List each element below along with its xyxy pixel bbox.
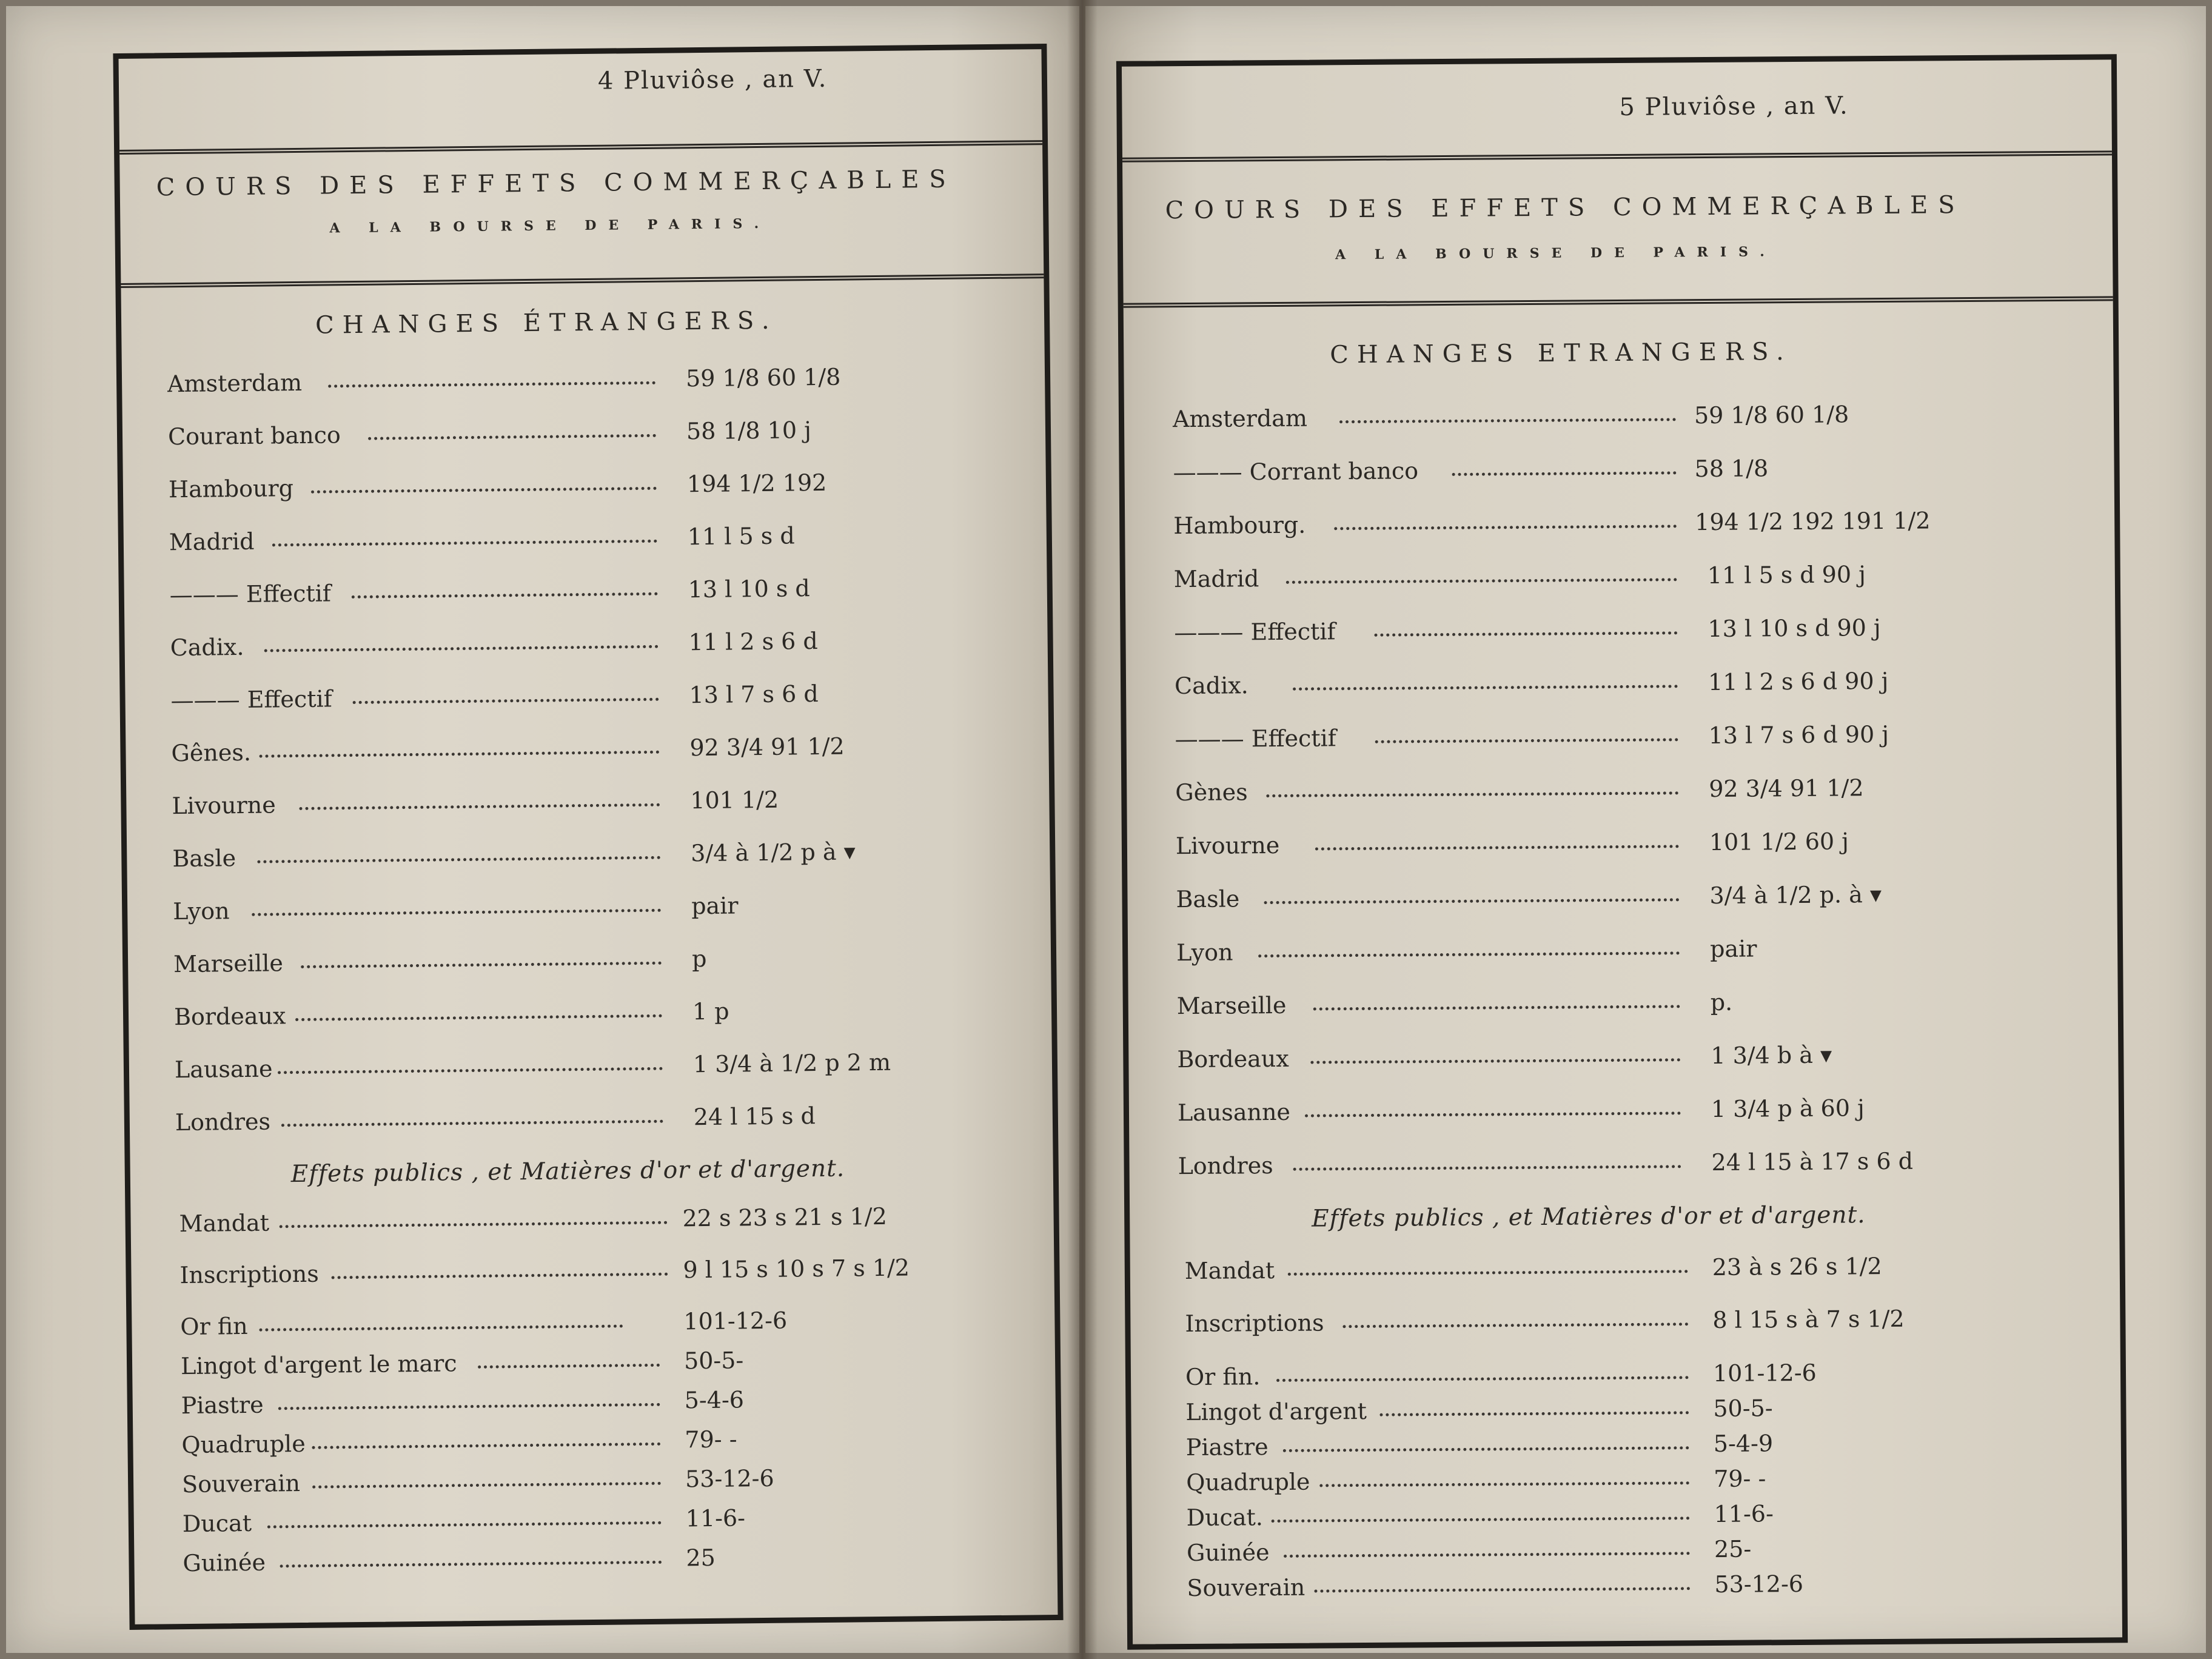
exchange-row (171, 732, 899, 773)
dot-leader (301, 962, 662, 968)
exchange-row (1173, 400, 1961, 438)
exchange-label: Gênes. (171, 739, 252, 767)
public-value: 101-12-6 (683, 1307, 788, 1335)
exchange-label: Basle (172, 845, 236, 873)
public-value: 79- - (685, 1426, 737, 1453)
exchange-row (1177, 987, 1965, 1025)
public-row (180, 1306, 908, 1347)
page-subtitle: A LA BOURSE DE PARIS. (329, 215, 771, 236)
exchange-row (170, 680, 898, 720)
dot-leader (1286, 578, 1677, 584)
dot-leader (1305, 1111, 1681, 1117)
exchange-label: Basle (1176, 885, 1240, 913)
exchange-row (175, 1049, 902, 1090)
public-value: 53-12-6 (1714, 1570, 1804, 1598)
dot-leader (1319, 1481, 1689, 1487)
public-effects-heading: Effets publics , et Matières d'or et d'argent. (290, 1155, 845, 1188)
exchange-row (1174, 614, 1962, 652)
public-label: Or fin. (1185, 1363, 1261, 1391)
dot-leader (278, 1403, 660, 1410)
public-label: Souverain (1187, 1574, 1305, 1602)
exchange-value: 59 1/8 60 1/8 (685, 363, 841, 392)
public-row (181, 1424, 909, 1465)
public-value: 50-5- (683, 1347, 744, 1375)
exchange-value: 13 l 7 s 6 d 90 j (1708, 720, 1889, 749)
dot-leader (259, 1324, 623, 1331)
exchange-row (173, 891, 900, 931)
dot-leader (1283, 1446, 1689, 1452)
exchange-value: 1 3/4 b à ▾ (1711, 1041, 1832, 1069)
public-value: 11-6- (685, 1504, 746, 1532)
dot-leader (272, 540, 657, 547)
book-gutter (1067, 0, 1098, 1659)
exchange-label: Hambourg. (1173, 511, 1306, 540)
dot-leader (328, 381, 655, 388)
exchange-value: 13 l 10 s d 90 j (1708, 614, 1881, 643)
exchange-row (1176, 880, 1964, 919)
dot-leader (1313, 1005, 1680, 1010)
dot-leader (1272, 1517, 1690, 1523)
public-label: Guinée (1186, 1539, 1270, 1567)
exchange-row (1177, 1041, 1965, 1079)
public-value: 5-4-6 (684, 1386, 745, 1414)
public-row (1185, 1393, 1974, 1432)
public-label: Guinée (183, 1549, 266, 1577)
exchange-row (175, 1102, 903, 1142)
exchange-value: 3/4 à 1/2 p à ▾ (691, 838, 856, 867)
exchange-value: p. (1710, 988, 1733, 1016)
public-row (183, 1543, 910, 1583)
exchange-row (1178, 1147, 1966, 1185)
exchange-row (1173, 507, 1962, 545)
exchange-label: Madrid (169, 528, 255, 556)
public-label: Lingot d'argent le marc (180, 1350, 457, 1380)
public-row (183, 1503, 910, 1544)
public-label: Quadruple (1186, 1468, 1310, 1496)
public-value: 8 l 15 s à 7 s 1/2 (1712, 1305, 1905, 1333)
dot-leader (267, 1521, 662, 1529)
dot-leader (280, 1221, 668, 1228)
header-rule (1122, 150, 2112, 162)
section-title: CHANGES ETRANGERS. (1330, 338, 1792, 369)
exchange-label: ——— Effectif (1175, 725, 1336, 753)
exchange-row (1176, 934, 1965, 972)
exchange-label: Cadix. (1174, 672, 1248, 700)
exchange-value: 59 1/8 60 1/8 (1694, 401, 1849, 429)
title-rule (121, 273, 1044, 288)
public-row (1187, 1569, 1975, 1607)
public-value: 53-12-6 (685, 1464, 774, 1493)
exchange-value: 24 l 15 à 17 s 6 d (1711, 1147, 1914, 1176)
exchange-label: Londres (1178, 1152, 1273, 1180)
public-label: Inscriptions (179, 1260, 319, 1289)
dot-leader (1284, 1552, 1690, 1558)
public-value: 9 l 15 s 10 s 7 s 1/2 (683, 1254, 910, 1284)
public-label: Piastre (181, 1391, 264, 1419)
exchange-row (173, 943, 901, 984)
dot-leader (280, 1561, 662, 1568)
exchange-row (1175, 720, 1963, 759)
exchange-value: 1 3/4 à 1/2 p 2 m (692, 1048, 891, 1078)
public-row (1185, 1305, 1973, 1343)
exchange-label: Lausane (174, 1055, 273, 1084)
exchange-label: ——— Effectif (170, 685, 332, 714)
public-value: 25- (1714, 1535, 1752, 1563)
dot-leader (1293, 685, 1678, 690)
exchange-value: 24 l 15 s d (693, 1102, 816, 1131)
dot-leader (311, 487, 657, 494)
exchange-row (172, 785, 899, 826)
public-label: Mandat (179, 1209, 270, 1238)
exchange-row (1178, 1094, 1966, 1132)
exchange-value: 13 l 10 s d (688, 575, 810, 603)
exchange-row (1175, 774, 1963, 812)
dot-leader (1334, 525, 1677, 530)
exchange-row (1175, 667, 1963, 705)
left-page-frame (113, 44, 1063, 1630)
dot-leader (1452, 471, 1677, 476)
exchange-label: Gènes (1175, 779, 1248, 806)
dot-leader (1258, 951, 1680, 957)
exchange-row (170, 574, 897, 615)
dot-leader (278, 1067, 663, 1074)
public-label: Ducat (182, 1509, 252, 1538)
dot-leader (299, 803, 660, 810)
public-label: Piastre (1185, 1433, 1269, 1461)
dot-leader (1379, 1411, 1689, 1416)
public-value: 11-6- (1714, 1500, 1774, 1527)
exchange-label: Livourne (172, 791, 276, 820)
exchange-value: 58 1/8 10 j (686, 417, 812, 445)
public-row (179, 1203, 907, 1244)
exchange-row (170, 627, 897, 668)
exchange-label: Bordeaux (173, 1002, 286, 1031)
public-value: 101-12-6 (1712, 1359, 1817, 1387)
dot-leader (353, 698, 659, 704)
exchange-label: Cadix. (170, 633, 244, 662)
dot-leader (368, 434, 656, 440)
exchange-value: 1 p (692, 997, 729, 1025)
exchange-label: Londres (175, 1108, 271, 1136)
exchange-value: 1 3/4 p à 60 j (1711, 1094, 1865, 1122)
right-page-frame (1116, 54, 2128, 1649)
exchange-row (169, 469, 896, 509)
exchange-row (1174, 560, 1962, 598)
dot-leader (1288, 1270, 1688, 1276)
exchange-label: Lausanne (1177, 1098, 1291, 1127)
public-value: 79- - (1714, 1465, 1766, 1492)
exchange-row (1173, 454, 1961, 492)
public-row (1186, 1429, 1974, 1467)
exchange-row (172, 838, 900, 879)
exchange-value: 58 1/8 (1694, 455, 1769, 483)
exchange-label: ——— Effectif (1174, 618, 1336, 646)
public-row (182, 1464, 910, 1504)
running-head: 4 Pluviôse , an V. (597, 64, 828, 95)
dot-leader (312, 1482, 661, 1489)
dot-leader (1310, 1058, 1680, 1064)
public-value: 23 à s 26 s 1/2 (1712, 1253, 1882, 1281)
exchange-value: 101 1/2 (690, 786, 779, 814)
title-rule (1124, 296, 2113, 307)
public-row (1185, 1358, 1974, 1396)
exchange-value: 194 1/2 192 191 1/2 (1695, 507, 1931, 536)
exchange-value: p (691, 945, 707, 973)
exchange-value: 92 3/4 91 1/2 (1709, 774, 1864, 802)
public-value: 5-4-9 (1713, 1430, 1774, 1457)
exchange-value: 101 1/2 60 j (1709, 828, 1849, 856)
exchange-label: Courant banco (167, 421, 341, 451)
section-title: CHANGES ÉTRANGERS. (315, 306, 778, 340)
dot-leader (312, 1443, 660, 1449)
dot-leader (1276, 1376, 1689, 1382)
dot-leader (1314, 1587, 1690, 1592)
exchange-value: pair (691, 892, 739, 920)
public-label: Inscriptions (1185, 1309, 1324, 1338)
page-title: COURS DES EFFETS COMMERÇABLES (156, 165, 957, 202)
public-value: 50-5- (1713, 1395, 1773, 1422)
exchange-row (1176, 827, 1964, 865)
dot-leader (252, 909, 661, 916)
exchange-value: 92 3/4 91 1/2 (689, 732, 845, 762)
exchange-row (167, 363, 895, 404)
public-row (179, 1254, 910, 1295)
public-label: Quadruple (181, 1430, 306, 1459)
exchange-value: 11 l 2 s 6 d (688, 628, 818, 656)
dot-leader (332, 1273, 668, 1279)
exchange-value: 11 l 5 s d 90 j (1707, 561, 1866, 589)
public-row (1186, 1499, 1974, 1537)
public-value: 25 (686, 1544, 716, 1572)
page-title: COURS DES EFFETS COMMERÇABLES (1165, 191, 1965, 225)
public-row (1185, 1252, 1973, 1290)
exchange-label: Marseille (173, 950, 284, 978)
public-effects-heading: Effets publics , et Matières d'or et d'argent. (1312, 1201, 1866, 1233)
exchange-label: Amsterdam (1172, 404, 1308, 433)
exchange-label: Lyon (1176, 939, 1233, 967)
dot-leader (1375, 738, 1678, 743)
dot-leader (1339, 418, 1676, 423)
dot-leader (257, 856, 660, 863)
exchange-value: pair (1709, 935, 1757, 962)
dot-leader (264, 645, 659, 652)
dot-leader (478, 1364, 660, 1369)
exchange-label: ——— Corrant banco (1173, 457, 1419, 486)
page-subtitle: A LA BOURSE DE PARIS. (1335, 244, 1777, 263)
exchange-label: Hambourg (168, 475, 294, 503)
exchange-label: Amsterdam (167, 369, 303, 398)
public-label: Or fin (180, 1312, 248, 1341)
public-label: Mandat (1184, 1257, 1275, 1285)
public-row (1186, 1464, 1974, 1502)
exchange-row (174, 996, 902, 1037)
dot-leader (281, 1120, 663, 1127)
exchange-value: 13 l 7 s 6 d (689, 680, 819, 709)
header-rule (119, 140, 1042, 155)
exchange-label: Livourne (1175, 831, 1280, 860)
public-row (181, 1346, 908, 1386)
public-row (181, 1385, 909, 1426)
dot-leader (1374, 631, 1677, 636)
dot-leader (352, 592, 658, 598)
exchange-value: 3/4 à 1/2 p. à ▾ (1709, 881, 1882, 909)
exchange-row (168, 416, 896, 457)
exchange-label: Madrid (1173, 565, 1259, 593)
dot-leader (1266, 791, 1678, 797)
exchange-row (169, 521, 897, 562)
exchange-label: Marseille (1176, 991, 1287, 1020)
public-row (1187, 1534, 1975, 1572)
exchange-label: Bordeaux (1177, 1045, 1289, 1073)
exchange-value: 194 1/2 192 (686, 469, 827, 498)
exchange-label: ——— Effectif (169, 580, 332, 609)
public-label: Ducat. (1186, 1504, 1264, 1532)
public-label: Lingot d'argent (1185, 1397, 1367, 1426)
public-value: 22 s 23 s 21 s 1/2 (682, 1202, 888, 1232)
dot-leader (260, 751, 660, 758)
dot-leader (1293, 1165, 1681, 1170)
public-label: Souverain (181, 1470, 301, 1498)
running-head: 5 Pluviôse , an V. (1619, 92, 1849, 122)
exchange-value: 11 l 2 s 6 d 90 j (1708, 667, 1889, 696)
exchange-label: Lyon (173, 897, 230, 925)
dot-leader (1342, 1322, 1688, 1328)
dot-leader (1315, 845, 1679, 850)
exchange-value: 11 l 5 s d (687, 522, 795, 551)
dot-leader (295, 1014, 662, 1021)
dot-leader (1264, 898, 1680, 904)
